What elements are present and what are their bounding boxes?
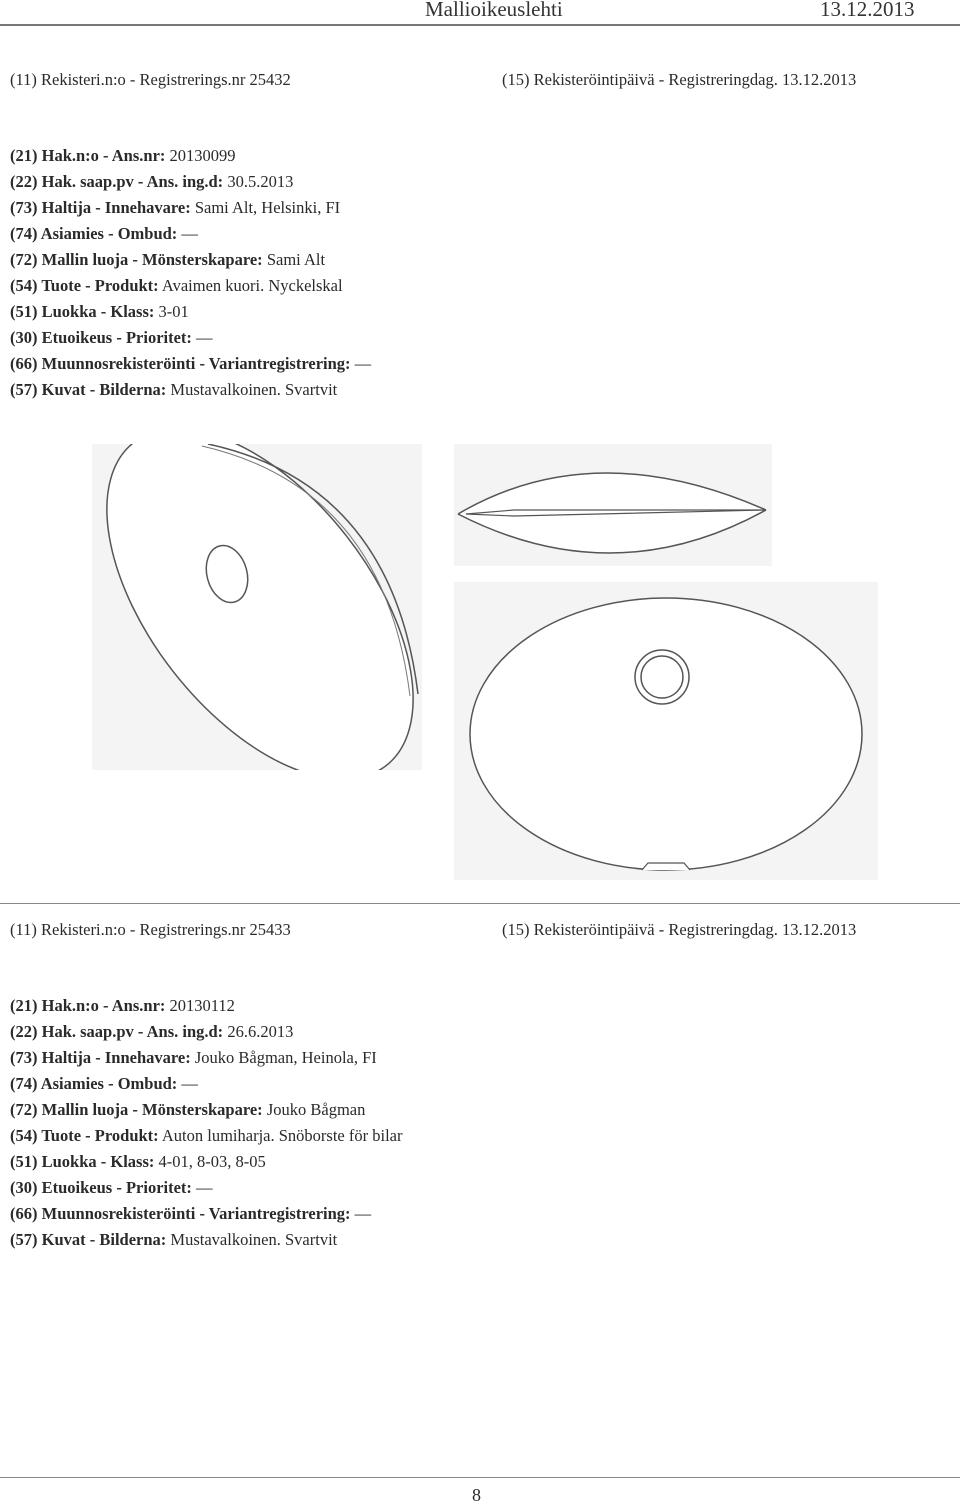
field-variant-registration: (66) Muunnosrekisteröinti - Variantregistrering: — [10, 1204, 372, 1223]
field-application-number: (21) Hak.n:o - Ans.nr: 20130099 [10, 146, 236, 165]
design-figure-side-view [454, 444, 772, 566]
field-holder: (73) Haltija - Innehavare: Sami Alt, Helsinki, FI [10, 198, 341, 217]
field-priority: (30) Etuoikeus - Prioritet: — [10, 1178, 213, 1197]
footer-divider [0, 1477, 960, 1478]
page-number: 8 [472, 1485, 481, 1505]
registration-number: (11) Rekisteri.n:o - Registrerings.nr 25432 [10, 70, 291, 89]
header-divider [0, 24, 960, 26]
field-application-number: (21) Hak.n:o - Ans.nr: 20130112 [10, 996, 235, 1015]
design-figure-perspective [92, 444, 422, 770]
registration-number: (11) Rekisteri.n:o - Registrerings.nr 25433 [10, 920, 291, 939]
field-agent: (74) Asiamies - Ombud: — [10, 1074, 198, 1093]
field-filing-date: (22) Hak. saap.pv - Ans. ing.d: 30.5.2013 [10, 172, 294, 191]
registration-date: (15) Rekisteröintipäivä - Registreringdag. 13.12.2013 [502, 70, 857, 89]
field-agent: (74) Asiamies - Ombud: — [10, 224, 198, 243]
field-designer: (72) Mallin luoja - Mönsterskapare: Sami Alt [10, 250, 326, 269]
field-holder: (73) Haltija - Innehavare: Jouko Bågman, Heinola, FI [10, 1048, 377, 1067]
field-filing-date: (22) Hak. saap.pv - Ans. ing.d: 26.6.2013 [10, 1022, 294, 1041]
field-product: (54) Tuote - Produkt: Avaimen kuori. Nyckelskal [10, 276, 343, 295]
registration-date: (15) Rekisteröintipäivä - Registreringdag. 13.12.2013 [502, 920, 857, 939]
publication-title: Mallioikeuslehti [425, 0, 563, 21]
field-class: (51) Luokka - Klass: 3-01 [10, 302, 189, 321]
entry-separator [0, 903, 960, 904]
field-class: (51) Luokka - Klass: 4-01, 8-03, 8-05 [10, 1152, 266, 1171]
field-variant-registration: (66) Muunnosrekisteröinti - Variantregistrering: — [10, 354, 372, 373]
field-designer: (72) Mallin luoja - Mönsterskapare: Jouko Bågman [10, 1100, 366, 1119]
field-product: (54) Tuote - Produkt: Auton lumiharja. Snöborste för bilar [10, 1126, 403, 1145]
field-priority: (30) Etuoikeus - Prioritet: — [10, 328, 213, 347]
publication-date: 13.12.2013 [820, 0, 915, 21]
field-images: (57) Kuvat - Bilderna: Mustavalkoinen. Svartvit [10, 380, 338, 399]
design-figure-top-view [454, 582, 878, 880]
page-header [0, 0, 960, 22]
field-images: (57) Kuvat - Bilderna: Mustavalkoinen. Svartvit [10, 1230, 338, 1249]
